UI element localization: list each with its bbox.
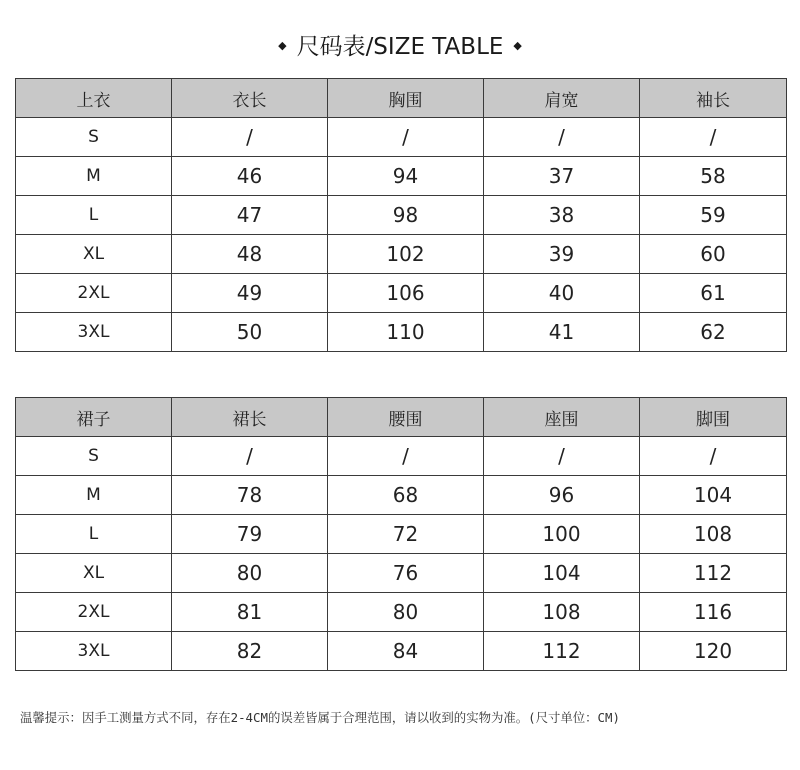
value-cell: / bbox=[640, 118, 787, 157]
value-cell: 104 bbox=[640, 476, 787, 515]
value-cell: 37 bbox=[484, 157, 640, 196]
table-row bbox=[16, 274, 787, 313]
header-cell: 腰围 bbox=[328, 398, 484, 437]
value-cell: 104 bbox=[484, 554, 640, 593]
value-cell: 98 bbox=[328, 196, 484, 235]
table-row bbox=[16, 437, 787, 476]
header-cell: 脚围 bbox=[640, 398, 787, 437]
value-cell: 112 bbox=[484, 632, 640, 671]
value-cell: 59 bbox=[640, 196, 787, 235]
table-row bbox=[16, 118, 787, 157]
value-cell: 61 bbox=[640, 274, 787, 313]
value-cell: / bbox=[640, 437, 787, 476]
value-cell: 112 bbox=[640, 554, 787, 593]
value-cell: 108 bbox=[484, 593, 640, 632]
value-cell: 100 bbox=[484, 515, 640, 554]
table-header-row bbox=[16, 79, 787, 118]
diamond-bullet-icon: ◆ bbox=[278, 38, 287, 52]
value-cell: 79 bbox=[172, 515, 328, 554]
size-cell: XL bbox=[16, 235, 172, 274]
value-cell: 68 bbox=[328, 476, 484, 515]
size-cell: 2XL bbox=[16, 274, 172, 313]
value-cell: / bbox=[328, 437, 484, 476]
header-cell: 上衣 bbox=[16, 79, 172, 118]
table-row bbox=[16, 476, 787, 515]
table-row bbox=[16, 554, 787, 593]
value-cell: 47 bbox=[172, 196, 328, 235]
header-cell: 袖长 bbox=[640, 79, 787, 118]
table-row bbox=[16, 235, 787, 274]
value-cell: 60 bbox=[640, 235, 787, 274]
value-cell: 102 bbox=[328, 235, 484, 274]
value-cell: 50 bbox=[172, 313, 328, 352]
size-cell: 2XL bbox=[16, 593, 172, 632]
table-row bbox=[16, 593, 787, 632]
value-cell: 48 bbox=[172, 235, 328, 274]
value-cell: 106 bbox=[328, 274, 484, 313]
value-cell: 58 bbox=[640, 157, 787, 196]
value-cell: 40 bbox=[484, 274, 640, 313]
title-text: 尺码表/SIZE TABLE bbox=[296, 34, 504, 60]
table-row bbox=[16, 157, 787, 196]
value-cell: 41 bbox=[484, 313, 640, 352]
value-cell: / bbox=[172, 437, 328, 476]
bottom-size-table bbox=[15, 397, 787, 671]
top-size-table bbox=[15, 78, 787, 352]
size-cell: XL bbox=[16, 554, 172, 593]
value-cell: 80 bbox=[328, 593, 484, 632]
size-cell: L bbox=[16, 196, 172, 235]
value-cell: 46 bbox=[172, 157, 328, 196]
header-cell: 衣长 bbox=[172, 79, 328, 118]
page-title bbox=[0, 30, 800, 65]
value-cell: 116 bbox=[640, 593, 787, 632]
table-row bbox=[16, 515, 787, 554]
value-cell: 108 bbox=[640, 515, 787, 554]
table-row bbox=[16, 196, 787, 235]
value-cell: 80 bbox=[172, 554, 328, 593]
size-cell: L bbox=[16, 515, 172, 554]
value-cell: / bbox=[172, 118, 328, 157]
size-cell: 3XL bbox=[16, 632, 172, 671]
value-cell: 62 bbox=[640, 313, 787, 352]
value-cell: / bbox=[484, 437, 640, 476]
header-cell: 裙长 bbox=[172, 398, 328, 437]
value-cell: / bbox=[484, 118, 640, 157]
value-cell: 38 bbox=[484, 196, 640, 235]
table-row bbox=[16, 632, 787, 671]
size-cell: S bbox=[16, 437, 172, 476]
header-cell: 肩宽 bbox=[484, 79, 640, 118]
header-cell: 裙子 bbox=[16, 398, 172, 437]
footer-note: 温馨提示：因手工测量方式不同，存在2-4CM的误差皆属于合理范围，请以收到的实物为准。(尺寸单位：CM) bbox=[20, 710, 620, 725]
value-cell: 94 bbox=[328, 157, 484, 196]
value-cell: 110 bbox=[328, 313, 484, 352]
size-cell: 3XL bbox=[16, 313, 172, 352]
value-cell: 76 bbox=[328, 554, 484, 593]
table-header-row bbox=[16, 398, 787, 437]
diamond-bullet-icon: ◆ bbox=[513, 38, 522, 52]
header-cell: 座围 bbox=[484, 398, 640, 437]
value-cell: 82 bbox=[172, 632, 328, 671]
value-cell: 84 bbox=[328, 632, 484, 671]
value-cell: 49 bbox=[172, 274, 328, 313]
value-cell: / bbox=[328, 118, 484, 157]
value-cell: 78 bbox=[172, 476, 328, 515]
value-cell: 39 bbox=[484, 235, 640, 274]
header-cell: 胸围 bbox=[328, 79, 484, 118]
value-cell: 120 bbox=[640, 632, 787, 671]
size-cell: S bbox=[16, 118, 172, 157]
size-cell: M bbox=[16, 476, 172, 515]
table-row bbox=[16, 313, 787, 352]
value-cell: 72 bbox=[328, 515, 484, 554]
value-cell: 81 bbox=[172, 593, 328, 632]
size-cell: M bbox=[16, 157, 172, 196]
value-cell: 96 bbox=[484, 476, 640, 515]
